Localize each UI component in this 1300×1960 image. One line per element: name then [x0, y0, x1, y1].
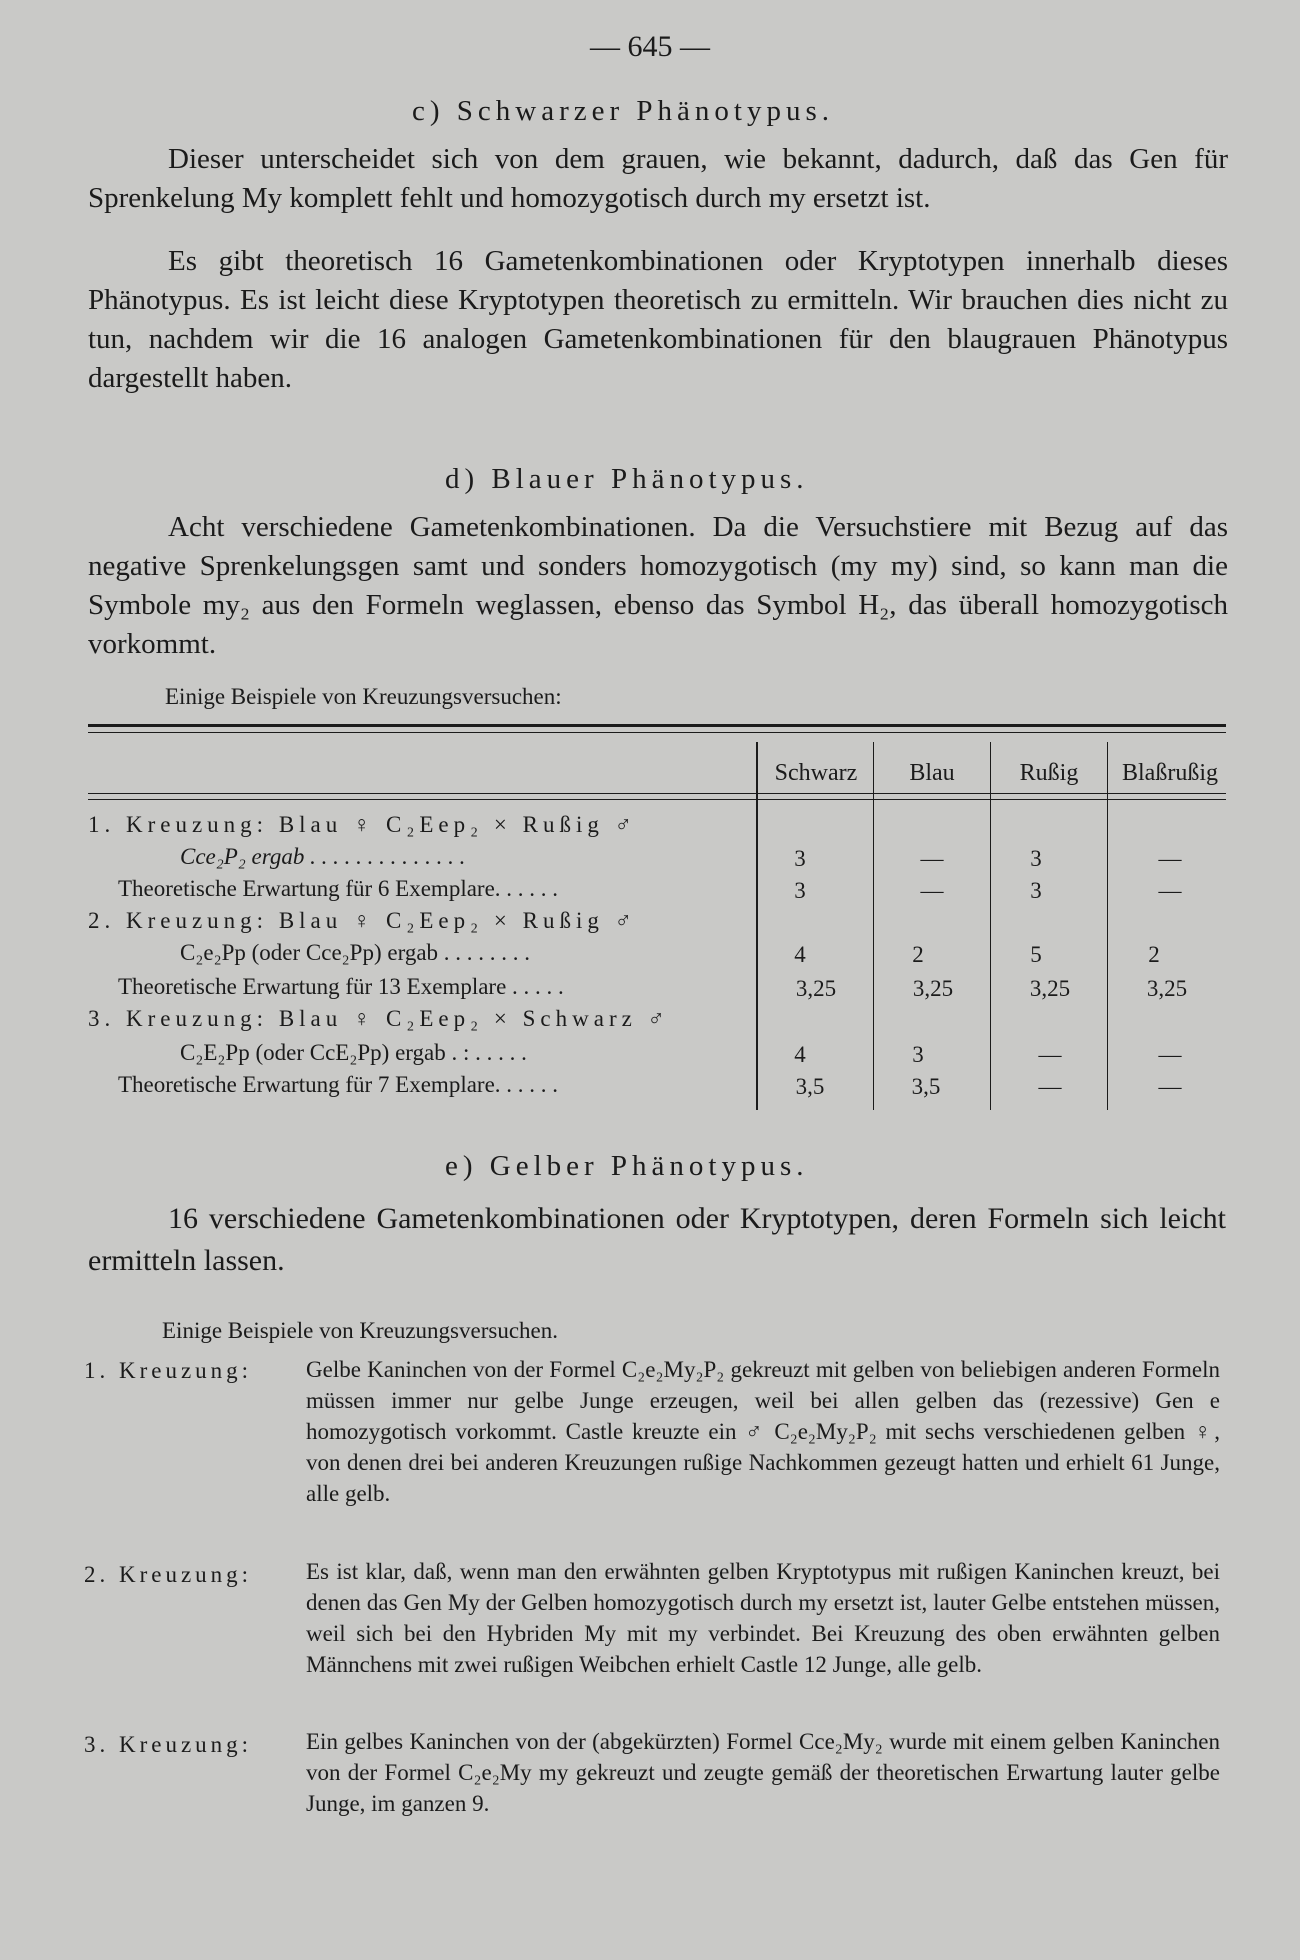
table-row: [118, 874, 558, 904]
table-cell: 5: [1030, 942, 1042, 967]
table-row: [180, 1038, 527, 1068]
table-row: [180, 938, 530, 968]
row-label: Cce₂P₂ ergab . . . . . . . . . . . . . .: [180, 844, 466, 869]
table-divider-labels: [756, 742, 758, 1110]
table-row: [118, 972, 564, 1002]
examples-caption: Einige Beispiele von Kreuzungsversuchen.: [162, 1318, 558, 1343]
column-header-blassrussig: Blaßrußig: [1122, 760, 1218, 786]
example-number: 1. Kreuzung:: [84, 1358, 253, 1383]
row-label: Theoretische Erwartung für 6 Exemplare. . . . . .: [118, 876, 559, 901]
heading-section-c: c) Schwarzer Phänotypus.: [412, 95, 834, 127]
column-header-blau: Blau: [909, 760, 955, 786]
table-cell: 3: [1030, 846, 1042, 871]
table-divider-1: [873, 742, 874, 1110]
example-text: Gelbe Kaninchen von der Formel C₂e₂My₂P₂ gekreuzt mit gelben von beliebigen anderen Formeln müssen immer nur gelbe Junge erzeugen, weil bei allen gelben das (rezessive) Gen e homozygotisch vorkommt. Castle kreuzte ein ♂ C₂e₂My₂P₂ mit sechs verschiedenen gelben ♀, von denen drei bei anderen Kreuzungen rußige Nachkommen gezeugt hatten und erhielt 61 Junge, alle gelb.: [306, 1357, 1220, 1506]
table-header-rule: [88, 793, 1226, 794]
table-cell: 4: [794, 1042, 806, 1067]
row-label: C₂E₂Pp (oder CcE₂Pp) ergab . : . . . . .: [180, 1040, 527, 1065]
table-cell: —: [1158, 878, 1182, 903]
example-text: Ein gelbes Kaninchen von der (abgekürzten) Formel Cce₂My₂ wurde mit einem gelben Kaninchen von der Formel C₂e₂My my gekreuzt und zeugte gemäß der theoretischen Erwartung lauter gelbe Junge, im ganzen 9.: [306, 1729, 1220, 1816]
table-cell: 2: [912, 942, 924, 967]
column-header-schwarz: Schwarz: [774, 760, 858, 786]
section-e-body: [88, 1198, 1226, 1282]
heading-section-e: e) Gelber Phänotypus.: [445, 1150, 809, 1182]
table-cell: —: [1038, 1074, 1062, 1099]
table-cell: 3,25: [1146, 976, 1188, 1001]
row-label: 2. Kreuzung: Blau ♀ C₂Eep₂ × Rußig ♂: [88, 908, 637, 933]
table-row: [88, 906, 637, 936]
column-header-russig: Rußig: [1019, 760, 1079, 786]
example-number: 2. Kreuzung:: [84, 1562, 253, 1587]
table-cell: 3,25: [912, 976, 954, 1001]
table-cell: 2: [1148, 942, 1160, 967]
section-d-body: [88, 508, 1228, 664]
section-c-paragraph-2: Es gibt theoretisch 16 Gametenkombinationen oder Kryptotypen innerhalb dieses Phänotypus. Es ist leicht diese Kryptotypen theoretisch zu ermitteln. Wir brauchen dies nicht zu tun, nachdem wir die 16 analogen Gametenkombinationen für den blaugrauen Phänotypus dargestellt haben.: [88, 245, 1228, 394]
row-label: Theoretische Erwartung für 13 Exemplare . . . . .: [118, 974, 564, 999]
table-cell: 3,25: [795, 976, 837, 1001]
table-row: [118, 1070, 558, 1100]
table-cell: 3: [794, 878, 806, 903]
page-number: — 645 —: [590, 30, 710, 63]
table-divider-2: [990, 742, 991, 1110]
table-divider-3: [1107, 742, 1108, 1110]
table-cell: 3,5: [795, 1074, 825, 1099]
table-row: [88, 1004, 670, 1034]
row-label: 3. Kreuzung: Blau ♀ C₂Eep₂ × Schwarz ♂: [88, 1006, 670, 1031]
section-c-body: [88, 140, 1228, 398]
row-label: Theoretische Erwartung für 7 Exemplare. . . . . .: [118, 1072, 559, 1097]
table-cell: —: [920, 846, 944, 871]
table-row: [180, 842, 465, 872]
table-header-rule-2: [88, 799, 1226, 800]
section-d-paragraph-1: Acht verschiedene Gametenkombinationen. Da die Versuchstiere mit Bezug auf das negative Sprenkelungsgen samt und sonders homozygotisch (my my) sind, so kann man die Symbole my₂ aus den Formeln weglassen, ebenso das Symbol H₂, das überall homozygotisch vorkommt.: [88, 511, 1228, 660]
table-cell: 3: [794, 846, 806, 871]
table-cell: 4: [794, 942, 806, 967]
table-row: [88, 810, 637, 840]
row-label: 1. Kreuzung: Blau ♀ C₂Eep₂ × Rußig ♂: [88, 812, 637, 837]
table-cell: —: [1158, 1074, 1182, 1099]
table-top-rule-thin: [88, 732, 1226, 733]
table-top-rule-thick: [88, 724, 1226, 727]
table-cell: 3,5: [911, 1074, 941, 1099]
section-c-paragraph-1: Dieser unterscheidet sich von dem grauen, wie bekannt, dadurch, daß das Gen für Sprenkelung My komplett fehlt und homozygotisch durch my ersetzt ist.: [88, 143, 1228, 214]
table-cell: —: [1158, 1042, 1182, 1067]
table-cell: —: [1158, 846, 1182, 871]
example-text: Es ist klar, daß, wenn man den erwähnten gelben Kryptotypus mit rußigen Kaninchen kreuzt, bei denen das Gen My der Gelben homozygotisch durch my ersetzt ist, lauter Gelbe entstehen müssen, weil sich bei den Hybriden My mit my verbindet. Bei Kreuzung des oben erwähnten gelben Männchens mit zwei rußigen Weibchen erhielt Castle 12 Junge, alle gelb.: [306, 1559, 1220, 1677]
table-cell: —: [1038, 1042, 1062, 1067]
table-cell: —: [920, 878, 944, 903]
heading-section-d: d) Blauer Phänotypus.: [445, 463, 809, 495]
row-label: C₂e₂Pp (oder Cce₂Pp) ergab . . . . . . . .: [180, 940, 531, 965]
table-cell: 3,25: [1029, 976, 1071, 1001]
table-cell: 3: [1030, 878, 1042, 903]
table-caption: Einige Beispiele von Kreuzungsversuchen:: [165, 684, 562, 709]
section-e-paragraph-1: 16 verschiedene Gametenkombinationen oder Kryptotypen, deren Formeln sich leicht ermitteln lassen.: [88, 1202, 1226, 1277]
table-cell: 3: [912, 1042, 924, 1067]
example-number: 3. Kreuzung:: [84, 1732, 253, 1757]
